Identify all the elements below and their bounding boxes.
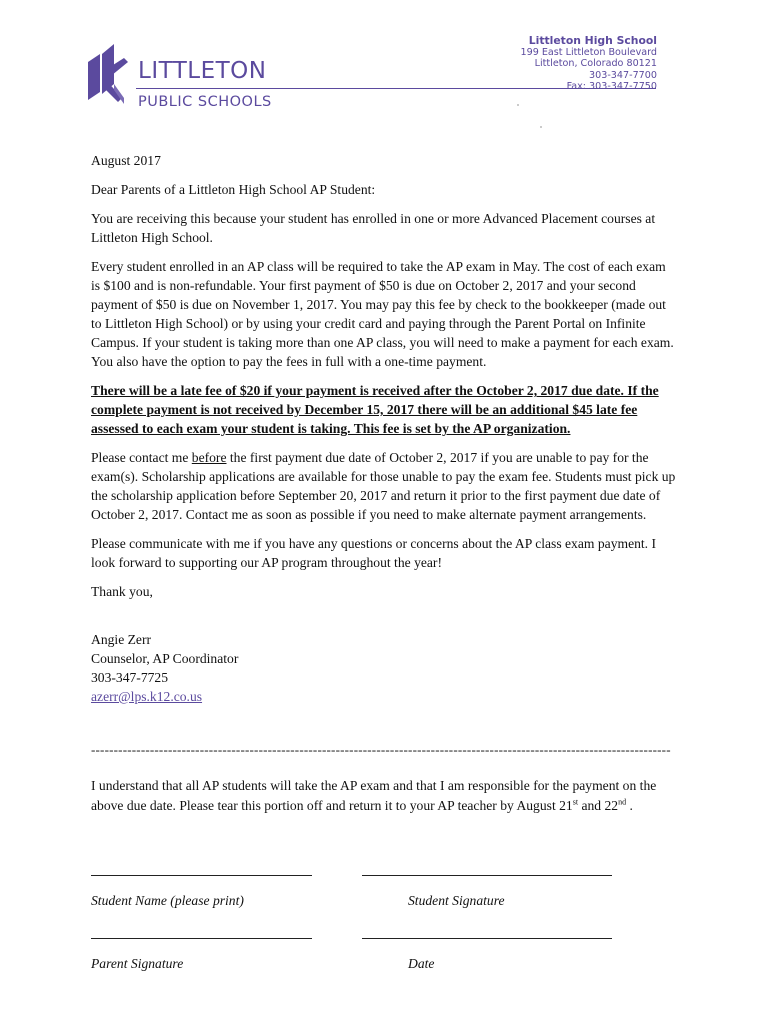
paragraph-payment: Every student enrolled in an AP class will be required to take the AP exam in May. The cost of each exam is $100 and is non-refundable. Your first payment of $50 is due on October 2, 2017 and your second payment of $50 is due on November 1, 2017. You may pay this fee by check to the bookkeeper (made out to Littleton High School) or by using your credit card and paying through the Parent Portal on Infinite Campus. If your student is taking more than one AP class, you will need to make a payment for each exam. You also have the option to pay the fees in full with a one-time payment. xyxy=(91,259,674,369)
student-name-line[interactable] xyxy=(91,875,312,876)
statement-end: . xyxy=(626,797,633,813)
address-line-1: 199 East Littleton Boulevard xyxy=(520,47,657,58)
contact-rest: the first payment due date of October 2, 2017 if you are unable to pay for the exam(s). Scholarship applications are available for those unable to pay the exam fee. Students must pick up the scholarship application before September 20, 2017 and return it prior to the first payment due date of October 2, 2017. Contact me as soon as possible if you need to make alternate payment arrangements. xyxy=(91,450,676,522)
paragraph-enrollment: You are receiving this because your student has enrolled in one or more Advanced Placement courses at Littleton High School. xyxy=(91,211,656,245)
school-contact-block xyxy=(521,35,658,92)
contact-emphasis: before xyxy=(191,450,227,465)
scan-speck xyxy=(540,126,542,128)
school-phone: 303-347-7700 xyxy=(589,69,657,81)
paragraph-contact xyxy=(91,448,678,524)
salutation: Dear Parents of a Littleton High School AP Student: xyxy=(91,182,376,197)
acknowledgement-statement xyxy=(91,776,681,815)
letter-date: August 2017 xyxy=(91,153,161,168)
scan-speck xyxy=(517,104,519,106)
parent-signature-label: Parent Signature xyxy=(91,956,184,971)
date-label: Date xyxy=(408,956,435,971)
address-line-2: Littleton, Colorado 80121 xyxy=(534,58,657,70)
late-fee-notice: There will be a late fee of $20 if your payment is received after the October 2, 2017 due date. If the complete payment is not received by December 15, 2017 there will be an additional $45 late fee assessed to each exam your student is taking. This fee is set by the AP organization. xyxy=(91,383,659,436)
statement-and: and 22 xyxy=(578,797,619,813)
signer-name: Angie Zerr xyxy=(91,632,152,647)
parent-signature-line[interactable] xyxy=(91,938,312,939)
contact-prefix: Please contact me xyxy=(91,450,192,465)
tear-line: -------------------------------------------------------------------------------------------------------------------------------- xyxy=(91,742,671,757)
signer-email-link[interactable]: azerr@lps.k12.co.us xyxy=(91,689,203,704)
logo-name: LITTLETON xyxy=(138,58,267,84)
signer-title: Counselor, AP Coordinator xyxy=(91,651,239,666)
date-line[interactable] xyxy=(362,938,612,939)
statement-text: I understand that all AP students will take the AP exam and that I am responsible for the payment on the above due date. Please tear this portion off and return it to your AP teacher by August 21 xyxy=(91,778,657,813)
signer-phone: 303-347-7725 xyxy=(91,670,169,685)
closing: Thank you, xyxy=(91,584,153,599)
logo-subtitle: PUBLIC SCHOOLS xyxy=(138,94,272,110)
student-signature-line[interactable] xyxy=(362,875,612,876)
letter-body xyxy=(91,151,678,706)
school-name: Littleton High School xyxy=(528,34,657,47)
paragraph-closing: Please communicate with me if you have any questions or concerns about the AP class exam payment. I look forward to supporting our AP program throughout the year! xyxy=(91,536,656,570)
student-name-label: Student Name (please print) xyxy=(91,893,244,908)
nd-superscript: nd xyxy=(618,796,627,806)
school-fax: Fax: 303-347-7750 xyxy=(566,80,657,92)
student-signature-label: Student Signature xyxy=(408,893,505,908)
signature-block xyxy=(91,630,678,706)
st-superscript: st xyxy=(572,796,579,806)
